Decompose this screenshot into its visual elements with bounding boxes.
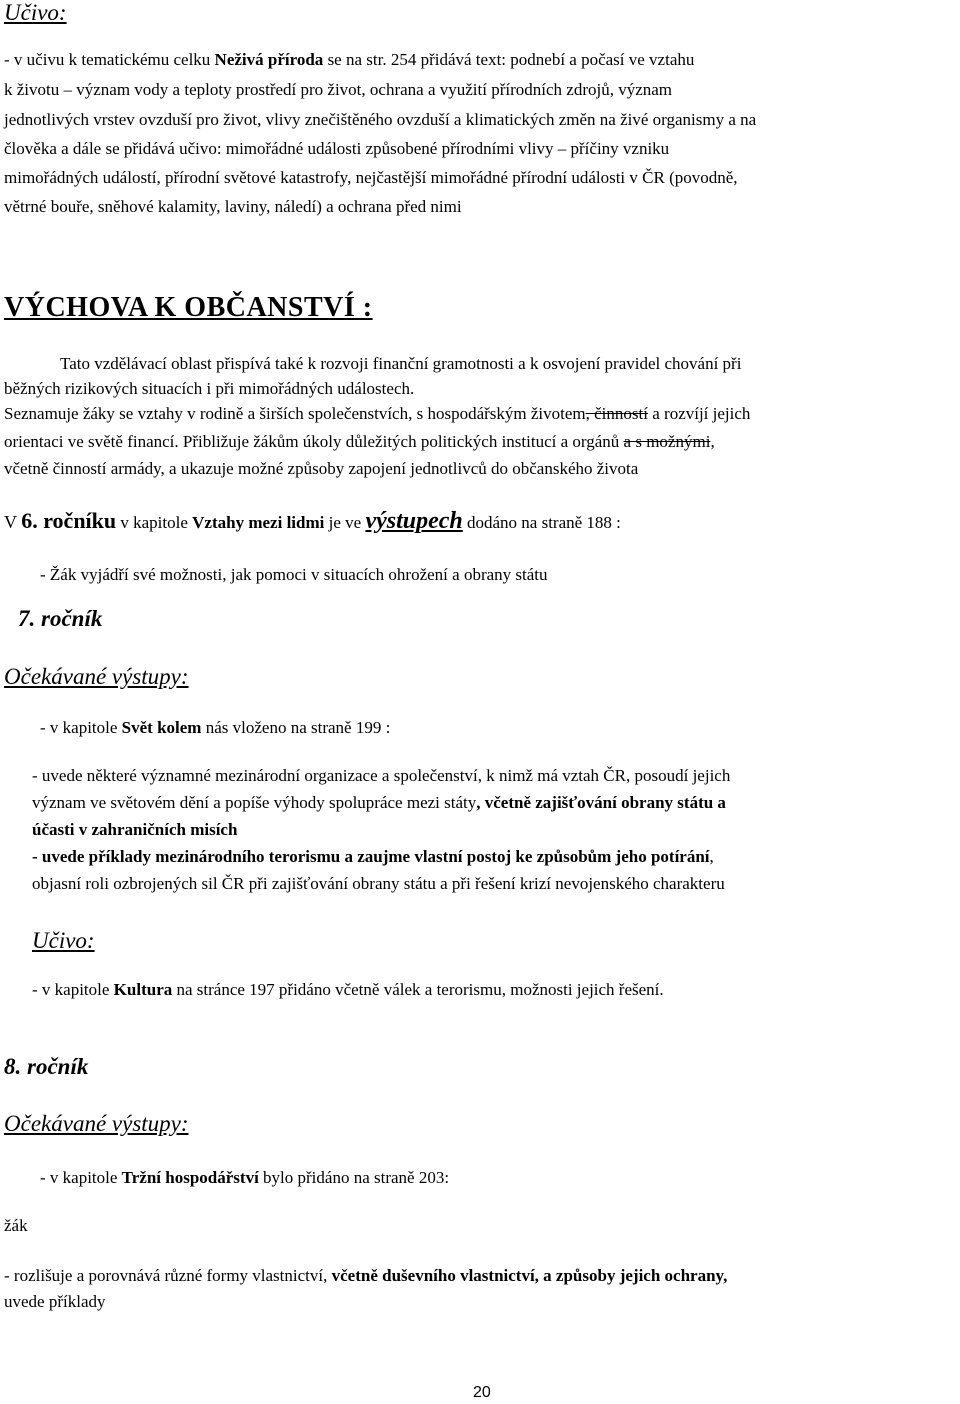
paragraph-1-line-4: člověka a dále se přidává učivo: mimořádné události způsobené přírodními vlivy – příčiny vzniku: [4, 139, 670, 158]
paragraph-2-line-2: běžných rizikových situacích i při mimořádných událostech.: [4, 379, 415, 398]
vystupech-emphasis: výstupech: [365, 508, 463, 534]
rocnik-7-outcome-line-3: účasti v zahraničních misích: [32, 820, 238, 839]
text: Seznamuje žáky se vztahy v rodině a širších společenstvích, s hospodářským životem: [4, 404, 586, 423]
text: - v kapitole: [40, 1168, 122, 1187]
ocekavane-vystupy-heading: Očekávané výstupy:: [4, 664, 189, 689]
rocnik-6-item: - Žák vyjádří své možnosti, jak pomoci v situacích ohrožení a obrany státu: [40, 565, 548, 584]
paragraph-2-line-3: [4, 404, 750, 424]
paragraph-2-line-4: [4, 432, 715, 452]
grade-number: 6.: [21, 508, 44, 533]
chapter-name: Kultura: [113, 980, 173, 999]
text: bylo přidáno na straně 203:: [258, 1168, 450, 1187]
paragraph-1-line-1: [4, 50, 694, 70]
grade-word: ročníku: [43, 508, 117, 533]
rocnik-7-ucivo-heading: Učivo:: [32, 928, 95, 953]
bold-text: - uvede příklady mezinárodního terorismu a zaujme vlastní postoj ke způsobům jeho potírání: [32, 847, 710, 866]
ucivo-heading: Učivo:: [4, 0, 67, 25]
text: - v kapitole: [40, 718, 122, 737]
rocnik-8-outcome-line-2: uvede příklady: [4, 1292, 106, 1311]
paragraph-1-line-5: mimořádných událostí, přírodní světové katastrofy, nejčastější mimořádné přírodní události v ČR (povodně,: [4, 168, 738, 187]
text: nás vloženo na straně 199 :: [201, 718, 391, 737]
rocnik-7-ucivo-line: [32, 980, 664, 1000]
topic-neziva-priroda: Neživá příroda: [214, 50, 324, 69]
rocnik-8-ocekavane-heading: Očekávané výstupy:: [4, 1111, 189, 1136]
bold-text: , včetně zajišťování obrany státu a: [476, 793, 726, 812]
text: se na str. 254 přidává text: podnebí a počasí ve vztahu: [323, 50, 695, 69]
struck-text: , činností: [585, 404, 648, 423]
rocnik-7-outcome-line-5: objasní roli ozbrojených sil ČR při zajišťování obrany státu a při řešení krizí nevojenského charakteru: [32, 874, 725, 893]
text: na stránce 197 přidáno včetně válek a terorismu, možnosti jejich řešení.: [172, 980, 664, 999]
text: dodáno na straně 188 :: [462, 513, 621, 532]
text: v kapitole: [116, 513, 193, 532]
text: - rozlišuje a porovnává různé formy vlastnictví,: [4, 1266, 332, 1285]
paragraph-2-line-5: včetně činností armády, a ukazuje možné způsoby zapojení jednotlivců do občanského života: [4, 459, 639, 478]
text: je ve: [324, 513, 366, 532]
paragraph-1-line-2: k životu – význam vody a teploty prostředí pro život, ochrana a využití přírodních zdrojů, význam: [4, 80, 673, 99]
rocnik-7-outcome-line-1: - uvede některé významné mezinárodní organizace a společenství, k nimž má vztah ČR, posoudí jejich: [32, 766, 731, 785]
rocnik-8-zak: žák: [4, 1216, 28, 1235]
text: - v kapitole: [32, 980, 114, 999]
text: - v učivu k tematickému celku: [4, 50, 215, 69]
text: ,: [710, 432, 715, 451]
paragraph-1-line-6: větrné bouře, sněhové kalamity, laviny, náledí) a ochrana před nimi: [4, 197, 462, 216]
struck-text: a s možnými: [623, 432, 711, 451]
text: význam ve světovém dění a popíše výhody spolupráce mezi státy: [32, 793, 477, 812]
rocnik-6-line: [4, 508, 621, 535]
paragraph-1-line-3: jednotlivých vrstev ovzduší pro život, vlivy znečištěného ovzduší a klimatických změn na živé organismy a na: [4, 110, 757, 129]
page-number: 20: [473, 1384, 491, 1401]
rocnik-8-chapter-line: [40, 1168, 449, 1188]
rocnik-8-heading: 8. ročník: [4, 1054, 89, 1079]
bold-text: včetně duševního vlastnictví, a způsoby jejich ochrany,: [331, 1266, 728, 1285]
rocnik-7-outcome-line-4: [32, 847, 714, 867]
text: a rozvíjí jejich: [647, 404, 751, 423]
section-title-vychova: VÝCHOVA K OBČANSTVÍ :: [4, 292, 373, 323]
rocnik-7-chapter-line: [40, 718, 390, 738]
paragraph-2-line-1: Tato vzdělávací oblast přispívá také k rozvoji finanční gramotnosti a k osvojení pravidel chování při: [60, 354, 742, 373]
rocnik-7-heading: 7. ročník: [18, 606, 103, 631]
text: orientaci ve světě financí. Přibližuje žákům úkoly důležitých politických institucí a orgánů: [4, 432, 624, 451]
rocnik-8-outcome-line-1: [4, 1266, 727, 1286]
text: V: [4, 512, 22, 532]
text: ,: [709, 847, 714, 866]
chapter-name: Svět kolem: [121, 718, 202, 737]
chapter-name: Tržní hospodářství: [121, 1168, 259, 1187]
rocnik-7-outcome-line-2: [32, 793, 726, 813]
chapter-name: Vztahy mezi lidmi: [192, 513, 325, 532]
